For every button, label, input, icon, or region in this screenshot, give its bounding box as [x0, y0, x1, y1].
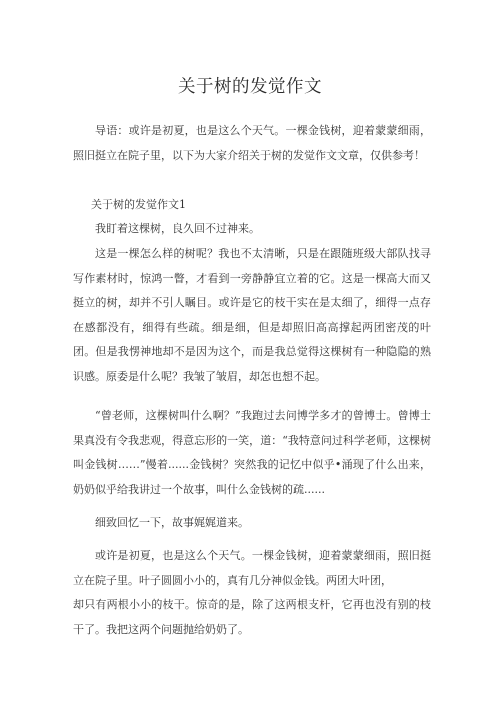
paragraph-4: 细致回忆一下，故事娓娓道来。: [95, 516, 249, 529]
paragraph-1: 我盯着这棵树，良久回不过神来。: [95, 222, 260, 235]
paragraph-3: “曾老师，这棵树叫什么啊？”我跑过去问博学多才的曾博士。曾博士果真没有令我悲观，得意忘形的一笑，道：“我特意问过科学老师，这棵树叫金钱树……”慢着......金钱树？突然我的记忆中似乎•涌现了什么出来，奶奶似乎给我讲过一个故事，叫什么金钱树的疏......: [73, 409, 431, 496]
section-heading: 关于树的发觉作文1: [91, 198, 186, 211]
lead-paragraph: 导语：或许是初夏，也是这么个天气。一棵金钱树，迎着蒙蒙细雨，照旧挺立在院子里，以下为大家介绍关于树的发觉作文文章，仅供参考！: [73, 124, 431, 162]
paragraph-6: 却只有两根小小的枝干。惊奇的是，除了这两根支杆，它再也没有别的枝干了。我把这两个问题抛给奶奶了。: [73, 598, 431, 636]
paragraph-5: 或许是初夏，也是这么个天气。一棵金钱树，迎着蒙蒙细雨，照旧挺立在院子里。叶子圆圆小小的，真有几分神似金钱。两团大叶团，: [73, 549, 431, 587]
page-title: 关于树的发觉作文: [178, 77, 322, 97]
paragraph-2: 这是一棵怎么样的树呢？我也不太清晰，只是在跟随班级大部队找寻写作素材时，惊鸿一瞥，才看到一旁静静宜立着的它。这是一棵高大而又挺立的树，却并不引人瞩目。或许是它的枝干实在是太细了，细得一点存在感都没有，细得有些疏。细是细，但是却照旧高高撑起两团密茂的叶团。但是我愣神地却不是因为这个，而是我总觉得这棵树有一种隐隐的熟识感。原委是什么呢？我皱了皱眉，却怎也想不起。: [73, 247, 431, 383]
